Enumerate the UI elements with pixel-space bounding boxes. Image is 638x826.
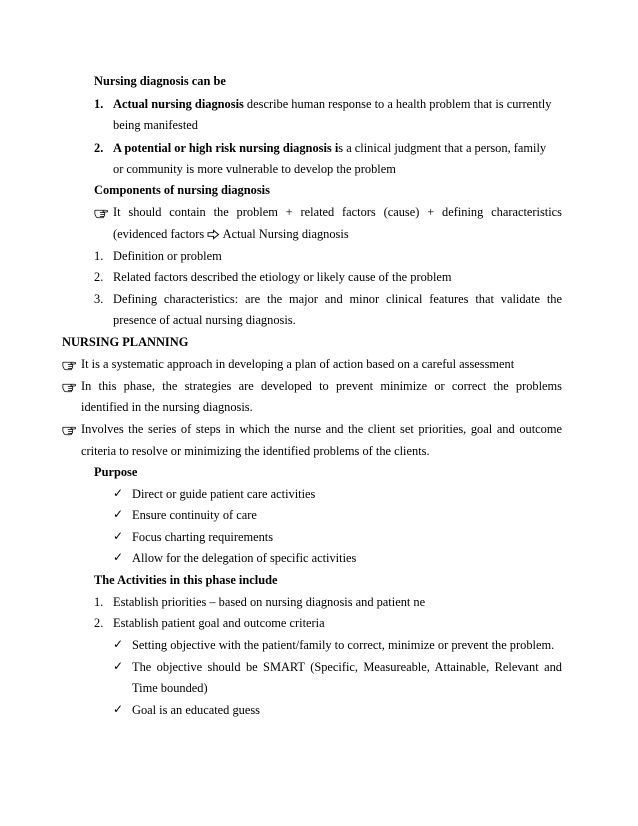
components-bullet-text-a: (evidenced factors [113, 227, 208, 241]
activity-item: Establish patient goal and outcome criteria [113, 616, 325, 630]
activities-heading: The Activities in this phase include [94, 573, 278, 587]
components-bullet-text-b: Actual Nursing diagnosis [220, 227, 349, 241]
pointing-hand-icon [62, 422, 76, 436]
purpose-heading: Purpose [94, 465, 138, 479]
diag-type-term: Actual nursing diagnosis [113, 97, 244, 111]
checkmark-icon: ✓ [113, 550, 124, 564]
checkmark-icon: ✓ [113, 529, 124, 543]
activity-item: Establish priorities – based on nursing diagnosis and patient ne [113, 595, 426, 609]
activity-number: 2. [94, 616, 104, 630]
pointing-hand-icon [62, 357, 76, 371]
component-item: Defining characteristics: are the major and minor clinical features that validate the [113, 292, 562, 306]
goal-item: Goal is an educated guess [132, 703, 260, 717]
planning-bullet-text: It is a systematic approach in developing a plan of action based on a careful assessment [81, 357, 515, 371]
goal-item-continuation: Time bounded) [132, 681, 208, 695]
components-bullet-continuation [113, 227, 349, 242]
component-number: 2. [94, 270, 104, 284]
purpose-item: Allow for the delegation of specific activities [132, 551, 357, 565]
checkmark-icon: ✓ [113, 637, 124, 651]
component-number: 1. [94, 249, 104, 263]
goal-item: Setting objective with the patient/family to correct, minimize or prevent the problem. [132, 638, 555, 652]
checkmark-icon: ✓ [113, 659, 124, 673]
planning-heading: NURSING PLANNING [62, 335, 189, 349]
diag-type-line [113, 97, 551, 112]
component-item-continuation: presence of actual nursing diagnosis. [113, 313, 296, 327]
diag-type-text: s a clinical judgment that a person, family [338, 141, 547, 155]
diag-type-number: 1. [94, 97, 104, 111]
purpose-item: Ensure continuity of care [132, 508, 257, 522]
diagnosis-heading: Nursing diagnosis can be [94, 74, 226, 88]
checkmark-icon: ✓ [113, 507, 124, 521]
diag-type-text: describe human response to a health problem that is currently [243, 97, 552, 111]
planning-bullet-text: Involves the series of steps in which the nurse and the client set priorities, goal and outcome [81, 422, 562, 436]
component-item: Definition or problem [113, 249, 222, 263]
diag-type-continuation: or community is more vulnerable to develop the problem [113, 162, 396, 176]
component-number: 3. [94, 292, 104, 306]
goal-item: The objective should be SMART (Specific, Measureable, Attainable, Relevant and [132, 660, 562, 674]
checkmark-icon: ✓ [113, 486, 124, 500]
planning-bullet-continuation: identified in the nursing diagnosis. [81, 400, 253, 414]
activity-number: 1. [94, 595, 104, 609]
planning-bullet-continuation: criteria to resolve or minimizing the identified problems of the clients. [81, 444, 430, 458]
purpose-item: Focus charting requirements [132, 530, 274, 544]
right-arrow-icon [207, 229, 220, 240]
diag-type-line [113, 141, 546, 156]
pointing-hand-icon [94, 205, 108, 219]
components-heading: Components of nursing diagnosis [94, 183, 270, 197]
pointing-hand-icon [62, 379, 76, 393]
purpose-item: Direct or guide patient care activities [132, 487, 316, 501]
diag-type-continuation: being manifested [113, 118, 198, 132]
planning-bullet-text: In this phase, the strategies are developed to prevent minimize or correct the problems [81, 379, 562, 393]
components-bullet-text: It should contain the problem + related factors (cause) + defining characteristics [113, 205, 562, 219]
diag-type-number: 2. [94, 141, 104, 155]
diag-type-term: A potential or high risk nursing diagnosis i [113, 141, 339, 155]
checkmark-icon: ✓ [113, 702, 124, 716]
component-item: Related factors described the etiology or likely cause of the problem [113, 270, 452, 284]
